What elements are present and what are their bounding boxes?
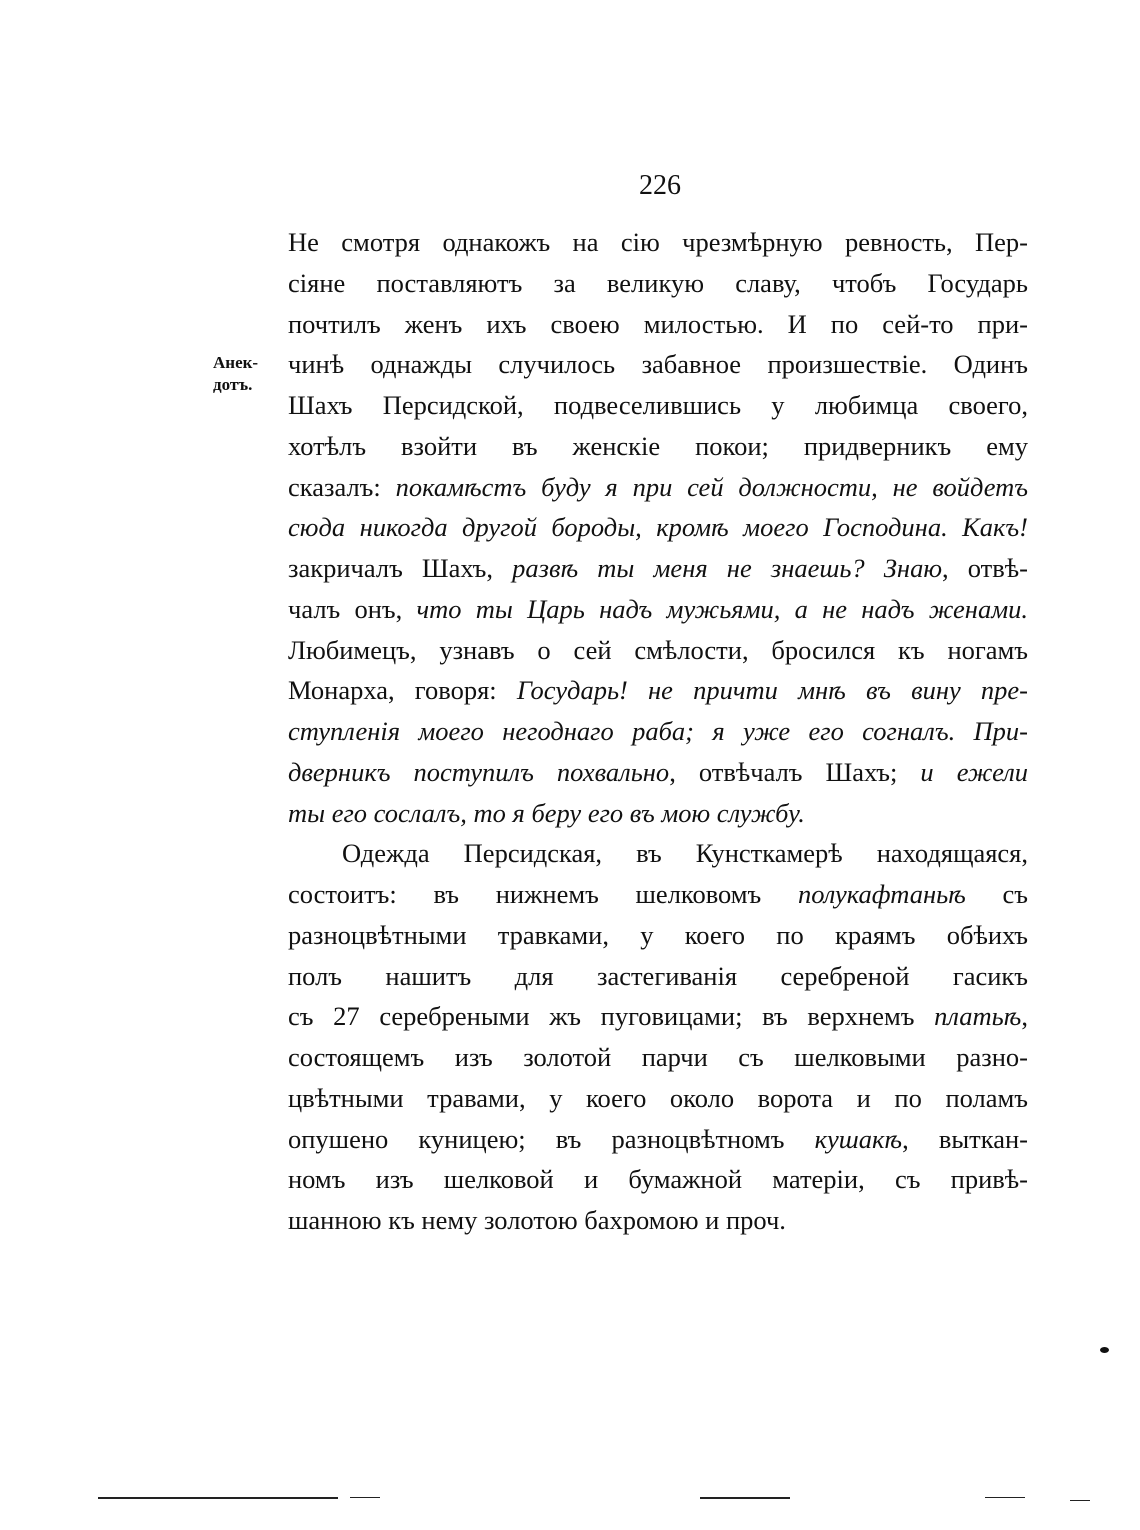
text-line: [288, 507, 1028, 548]
body-text: [288, 222, 1028, 1241]
text: чинѣ однажды случилось забавное произшествіе. Одинъ: [288, 349, 1028, 380]
text: состоитъ: въ нижнемъ шелковомъ: [288, 879, 798, 909]
text: Шахъ Персидской, подвеселившись у любимца своего,: [288, 390, 1028, 420]
italic-text: платьѣ: [934, 1001, 1022, 1032]
text-line: [288, 304, 1028, 345]
decorative-rule: [700, 1497, 790, 1499]
text: разноцвѣтными травками, у коего по краямъ обѣихъ: [288, 919, 1028, 950]
decorative-rule: [1070, 1500, 1090, 1501]
text: номъ изъ шелковой и бумажной матеріи, съ привѣ-: [288, 1164, 1028, 1195]
text-line: [288, 467, 1028, 508]
text-line: [288, 874, 1028, 915]
text: хотѣлъ взойти въ женскіе покои; придверникъ ему: [288, 430, 1028, 461]
text-line: [288, 793, 1028, 834]
text-line: [288, 670, 1028, 711]
italic-text: ты его сослалъ, то я беру его въ мою службу.: [288, 797, 805, 828]
text: опушено куницею; въ разноцвѣтномъ: [288, 1123, 815, 1154]
text-line: [288, 1200, 1028, 1241]
margin-note-line: дотъ.: [213, 375, 253, 394]
italic-text: кушакѣ: [814, 1123, 903, 1154]
text: ,: [1021, 1001, 1028, 1032]
text-line: [288, 222, 1028, 263]
text: состоящемъ изъ золотой парчи съ шелковыми разно-: [288, 1042, 1028, 1072]
text-line: [288, 915, 1028, 956]
text: Любимецъ, узнавъ о сей смѣлости, бросился къ ногамъ: [288, 634, 1028, 665]
text-line: [288, 1119, 1028, 1160]
decorative-rule: [985, 1497, 1025, 1498]
text: , выткан-: [902, 1123, 1029, 1154]
text-line: [288, 548, 1028, 589]
italic-text: дверникъ поступилъ похвально: [288, 756, 670, 787]
text: Монарха, говоря:: [288, 675, 517, 706]
italic-text: что ты Царь надъ мужьями, а не надъ женами.: [416, 593, 1028, 624]
text-line: [288, 426, 1028, 467]
text: сказалъ:: [288, 471, 396, 502]
paragraph: [288, 833, 1028, 1241]
text-line: [288, 589, 1028, 630]
text-line: [288, 1159, 1028, 1200]
text-line: [288, 630, 1028, 671]
italic-text: Государь! не причти мнѣ въ вину пре-: [516, 675, 1028, 706]
text: чалъ онъ,: [288, 593, 417, 624]
decorative-rule: [350, 1497, 380, 1498]
text: закричалъ Шахъ,: [288, 553, 513, 583]
italic-text: и ежели: [920, 756, 1028, 787]
text-line: [288, 833, 1028, 874]
text: Одежда Персидская, въ Кунсткамерѣ находящаяся,: [342, 838, 1028, 869]
text: съ: [965, 879, 1029, 909]
text-line: [288, 956, 1028, 997]
text: полъ нашитъ для застегиванія серебреной гасикъ: [288, 960, 1028, 991]
text: съ 27 серебреными жъ пуговицами; въ верхнемъ: [288, 1001, 935, 1032]
text-line: [288, 752, 1028, 793]
italic-text: сюда никогда другой бороды, кромѣ моего Господина. Какъ!: [288, 512, 1028, 543]
text-line: [288, 711, 1028, 752]
margin-note: [213, 352, 258, 396]
text: , отвѣ-: [942, 553, 1028, 583]
text: шанною къ нему золотою бахромою и проч.: [288, 1205, 786, 1235]
text-line: [288, 996, 1028, 1037]
italic-text: покамѣстъ буду я при сей должности, не войдетъ: [395, 471, 1029, 502]
text-line: [288, 344, 1028, 385]
text: сіяне поставляютъ за великую славу, чтобъ Государь: [288, 267, 1028, 298]
text-line: [288, 263, 1028, 304]
text: , отвѣчалъ Шахъ;: [669, 756, 921, 787]
text: Не смотря однакожъ на сію чрезмѣрную ревность, Пер-: [288, 227, 1028, 257]
text-line: [288, 1078, 1028, 1119]
italic-text: полукафтаньѣ: [797, 879, 966, 909]
margin-note-line: Анек-: [213, 353, 259, 372]
paragraph: [288, 222, 1028, 833]
text: цвѣтными травами, у коего около ворота и по поламъ: [288, 1082, 1028, 1113]
decorative-rule: [98, 1497, 338, 1499]
page-number: 226: [639, 170, 681, 201]
text-line: [288, 1037, 1028, 1078]
italic-text: ступленія моего негоднаго раба; я уже его согналъ. При-: [288, 716, 1028, 746]
text: почтилъ женъ ихъ своею милостью. И по сей-то при-: [288, 308, 1028, 339]
italic-text: развѣ ты меня не знаешь? Знаю: [512, 553, 943, 583]
text-line: [288, 385, 1028, 426]
ink-speck: [1100, 1347, 1109, 1353]
